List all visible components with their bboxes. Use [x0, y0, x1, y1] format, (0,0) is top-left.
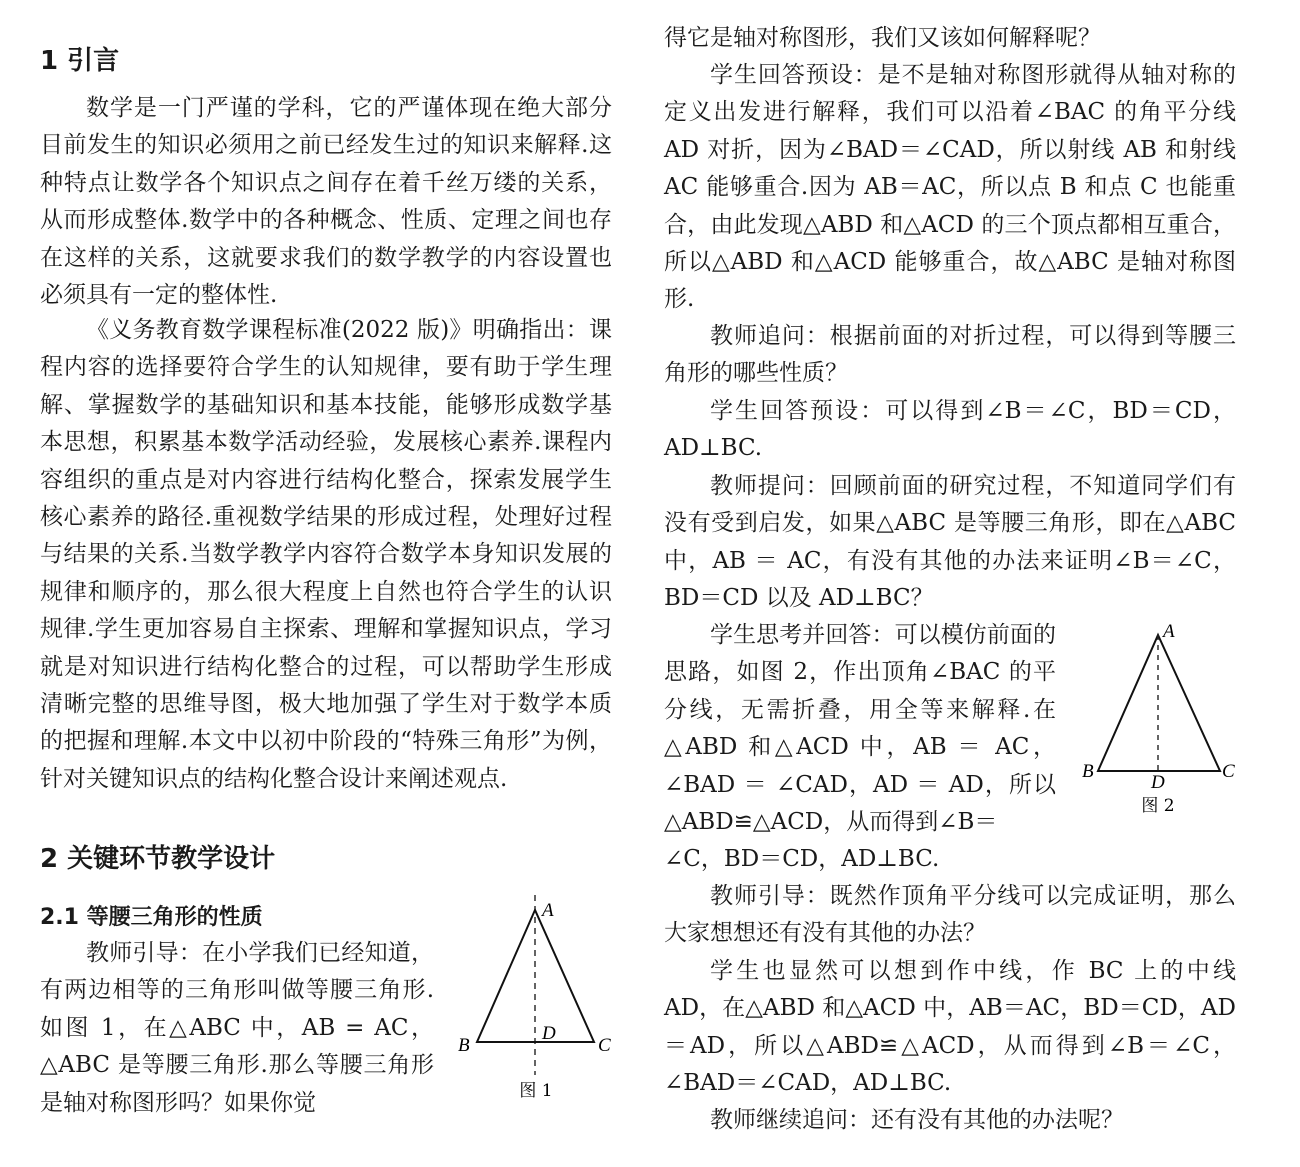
teacher-guide-paragraph: 教师引导：在小学我们已经知道，有两边相等的三角形叫做等腰三角形.如图 1，在△ABC 中，AB = AC，△ABC 是等腰三角形.那么等腰三角形是轴对称图形吗？如果你觉: [40, 940, 434, 1116]
teacher-followup-1: 教师追问：根据前面的对折过程，可以得到等腰三角形的哪些性质？: [664, 323, 1236, 387]
continued-question: 得它是轴对称图形，我们又该如何解释呢？: [664, 25, 1101, 51]
fig2-label-c: C: [1222, 761, 1235, 782]
fig1-label-b: B: [458, 1035, 470, 1056]
fig1-label-c: C: [598, 1035, 611, 1056]
student-think-answer-tail: ∠C，BD＝CD，AD⊥BC.: [664, 846, 940, 872]
section-1-title: 1 引言: [40, 46, 120, 76]
section-2-1-title: 2.1 等腰三角形的性质: [40, 905, 263, 930]
fig1-label-a: A: [542, 900, 554, 921]
student-median-answer: 学生也显然可以想到作中线，作 BC 上的中线 AD，在△ABD 和△ACD 中，AB＝AC，BD＝CD，AD＝AD，所以△ABD≌△ACD，从而得到∠B＝∠C，∠BAD＝∠CAD，AD⊥BC.: [664, 958, 1236, 1097]
student-think-answer: 学生思考并回答：可以模仿前面的思路，如图 2，作出顶角∠BAC 的平分线，无需折叠，用全等来解释.在△ABD 和△ACD 中，AB ＝ AC，∠BAD ＝ ∠CAD，AD ＝ AD，所以△ABD≌△ACD，从而得到∠B＝: [664, 622, 1056, 836]
intro-paragraph-2: 《义务教育数学课程标准(2022 版)》明确指出：课程内容的选择要符合学生的认知规律，要有助于学生理解、掌握数学的基础知识和基本技能，能够形成数学基本思想，积累基本数学活动经验，发展核心素养.课程内容组织的重点是对内容进行结构化整合，探索发展学生核心素养的路径.重视数学结果的形成过程，处理好过程与结果的关系.当数学教学内容符合数学本身知识发展的规律和顺序的，那么很大程度上自然也符合学生的认识规律.学生更加容易自主探索、理解和掌握知识点，学习就是对知识进行结构化整合的过程，可以帮助学生形成清晰完整的思维导图，极大地加强了学生对于数学本质的把握和理解.本文中以初中阶段的“特殊三角形”为例，针对关键知识点的结构化整合设计来阐述观点.: [40, 317, 612, 792]
fig1-label-d: D: [542, 1023, 556, 1044]
teacher-guide-2: 教师引导：既然作顶角平分线可以完成证明，那么大家想想还有没有其他的办法？: [664, 883, 1236, 947]
teacher-question: 教师提问：回顾前面的研究过程，不知道同学们有没有受到启发，如果△ABC 是等腰三角形，即在△ABC 中，AB ＝ AC，有没有其他的办法来证明∠B＝∠C，BD＝CD 以及 AD⊥BC？: [664, 473, 1236, 612]
teacher-followup-2: 教师继续追问：还有没有其他的办法呢？: [710, 1107, 1124, 1133]
fig2-triangle: [1098, 635, 1220, 771]
student-answer-2: 学生回答预设：可以得到∠B＝∠C，BD＝CD，AD⊥BC.: [664, 398, 1236, 462]
fig1-caption: 图 1: [519, 1081, 553, 1101]
section-2-title: 2 关键环节教学设计: [40, 844, 276, 874]
fig2-caption: 图 2: [1141, 796, 1175, 816]
figure-2: [1080, 615, 1240, 825]
fig2-label-d: D: [1151, 772, 1165, 793]
student-answer-1: 学生回答预设：是不是轴对称图形就得从轴对称的定义出发进行解释，我们可以沿着∠BAC 的角平分线 AD 对折，因为∠BAD＝∠CAD，所以射线 AB 和射线 AC 能够重合.因为 AB＝AC，所以点 B 和点 C 也能重合，由此发现△ABD 和△ACD 的三个顶点都相互重合，所以△ABD 和△ACD 能够重合，故△ABC 是轴对称图形.: [664, 62, 1236, 313]
fig2-label-a: A: [1163, 621, 1175, 642]
figure-1: [458, 890, 618, 1110]
intro-paragraph-1: 数学是一门严谨的学科，它的严谨体现在绝大部分目前发生的知识必须用之前已经发生过的知识来解释.这种特点让数学各个知识点之间存在着千丝万缕的关系，从而形成整体.数学中的各种概念、性质、定理之间也存在这样的关系，这就要求我们的数学教学的内容设置也必须具有一定的整体性.: [40, 95, 612, 309]
fig2-label-b: B: [1082, 761, 1094, 782]
